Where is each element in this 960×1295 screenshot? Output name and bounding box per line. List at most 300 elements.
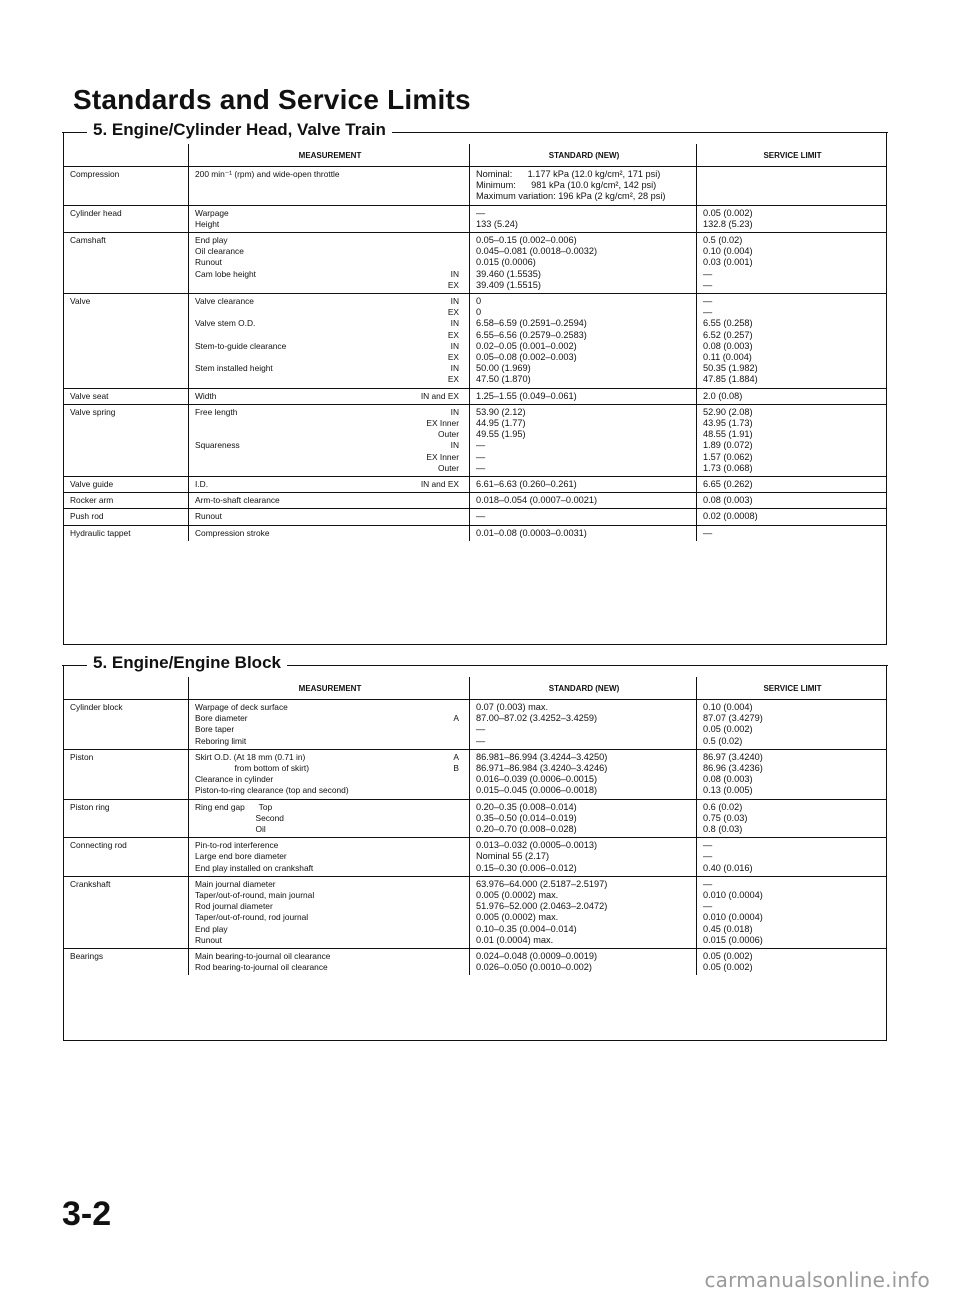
- measurement-label: I.D.: [195, 479, 209, 490]
- measurement-qualifier: Outer: [438, 429, 459, 440]
- standard-cell: [470, 700, 697, 750]
- table-row: [64, 205, 886, 232]
- standard-cell: [470, 509, 697, 525]
- service-limit-cell: [697, 167, 887, 206]
- measurement-cell: [189, 700, 470, 750]
- measurement-line: [195, 495, 465, 506]
- table-row: [64, 233, 886, 294]
- service-limit-value: 1.57 (0.062): [703, 451, 753, 462]
- measurement-line: [195, 962, 465, 973]
- measurement-label: Width: [195, 390, 217, 401]
- standard-value: 0.01–0.08 (0.0003–0.0031): [476, 527, 587, 538]
- measurement-qualifier: [459, 851, 465, 862]
- service-limit-value: —: [703, 840, 713, 851]
- measurement-cell: [189, 493, 470, 509]
- measurement-label: 200 min⁻¹ (rpm) and wide-open throttle: [195, 169, 340, 179]
- standard-cell: [470, 876, 697, 948]
- standard-value: 0.018–0.054 (0.0007–0.0021): [476, 495, 598, 506]
- measurement-qualifier: EX Inner: [426, 418, 459, 429]
- standard-value: 50.00 (1.969): [476, 363, 531, 374]
- service-limit-value: 0.45 (0.018): [703, 923, 753, 934]
- header-standard: STANDARD (NEW): [470, 144, 697, 167]
- measurement-qualifier: IN: [450, 296, 459, 307]
- service-limit-value: 0.05 (0.002): [703, 951, 753, 962]
- measurement-qualifier: EX: [447, 329, 459, 340]
- standard-value: 51.976–52.000 (2.0463–2.0472): [476, 901, 608, 912]
- item-name: Bearings: [64, 949, 189, 976]
- measurement-label: End play installed on crankshaft: [195, 862, 314, 873]
- service-limit-value: 50.35 (1.982): [703, 363, 758, 374]
- measurement-cell: [189, 876, 470, 948]
- cylinder-head-spec-table: [64, 144, 886, 541]
- standard-value: 0.005 (0.0002) max.: [476, 912, 559, 923]
- standard-value: 0.05–0.15 (0.002–0.006): [476, 235, 577, 246]
- measurement-line: [195, 890, 465, 901]
- service-limit-value: 0.5 (0.02): [703, 235, 743, 246]
- service-limit-cell: [697, 388, 887, 404]
- measurement-qualifier: IN: [450, 340, 459, 351]
- standard-value: 0.20–0.70 (0.008–0.028): [476, 824, 577, 835]
- measurement-line: [195, 257, 465, 268]
- measurement-label: Arm-to-shaft clearance: [195, 495, 280, 506]
- service-limit-value: 0.015 (0.0006): [703, 934, 763, 945]
- service-limit-value: 2.0 (0.08): [703, 390, 743, 401]
- service-limit-value: 87.07 (3.4279): [703, 713, 763, 724]
- measurement-line: [195, 463, 465, 474]
- item-name: Cylinder block: [64, 700, 189, 750]
- standard-cell: [470, 205, 697, 232]
- standard-value: 39.460 (1.5535): [476, 268, 541, 279]
- standard-value: —: [476, 207, 486, 218]
- table-row: [64, 388, 886, 404]
- measurement-label: Reboring limit: [195, 735, 247, 746]
- measurement-qualifier: [459, 813, 465, 824]
- measurement-label: Pin-to-rod interference: [195, 840, 279, 851]
- service-limit-value: 6.52 (0.257): [703, 329, 753, 340]
- measurement-qualifier: A: [453, 751, 459, 762]
- standard-cell: [470, 949, 697, 976]
- service-limit-value: 0.08 (0.003): [703, 495, 753, 506]
- measurement-line: [195, 374, 465, 385]
- service-limit-cell: [697, 949, 887, 976]
- measurement-label: Stem-to-guide clearance: [195, 340, 287, 351]
- standard-value: 63.976–64.000 (2.5187–2.5197): [476, 878, 608, 889]
- item-name: Crankshaft: [64, 876, 189, 948]
- engine-block-spec-table: [64, 677, 886, 975]
- standard-value: Maximum variation: 196 kPa (2 kg/cm², 28 psi): [476, 191, 666, 202]
- measurement-line: [195, 824, 465, 835]
- measurement-line: [195, 391, 465, 402]
- service-limit-cell: [697, 233, 887, 294]
- measurement-label: Large end bore diameter: [195, 851, 287, 862]
- measurement-line: [195, 763, 465, 774]
- service-limit-value: 1.89 (0.072): [703, 440, 753, 451]
- standard-value: 0.05–0.08 (0.002–0.003): [476, 352, 577, 363]
- standard-value: —: [476, 440, 486, 451]
- measurement-label: Runout: [195, 511, 223, 522]
- measurement-line: [195, 951, 465, 962]
- measurement-label: Oil: [195, 824, 266, 835]
- standard-value: 0.013–0.032 (0.0005–0.0013): [476, 840, 598, 851]
- measurement-qualifier: IN and EX: [420, 479, 459, 490]
- measurement-line: [195, 785, 465, 796]
- measurement-line: [195, 813, 465, 824]
- service-limit-value: 0.05 (0.002): [703, 207, 753, 218]
- measurement-qualifier: [459, 824, 465, 835]
- standard-cell: [470, 838, 697, 877]
- standard-value: Nominal 55 (2.17): [476, 851, 550, 862]
- measurement-qualifier: A: [453, 713, 459, 724]
- standard-value: 87.00–87.02 (3.4252–3.4259): [476, 713, 598, 724]
- service-limit-value: 0.03 (0.001): [703, 257, 753, 268]
- service-limit-cell: [697, 749, 887, 799]
- measurement-line: [195, 280, 465, 291]
- cylinder-head-section: [63, 120, 887, 645]
- measurement-label: Oil clearance: [195, 246, 244, 257]
- item-name: Valve spring: [64, 404, 189, 476]
- measurement-qualifier: [459, 724, 465, 735]
- standard-value: 0.02–0.05 (0.001–0.002): [476, 340, 577, 351]
- service-limit-cell: [697, 799, 887, 838]
- measurement-line: [195, 802, 465, 813]
- header-item: [64, 677, 189, 700]
- service-limit-value: 0.05 (0.002): [703, 962, 753, 973]
- measurement-label: Skirt O.D. (At 18 mm (0.71 in): [195, 751, 306, 762]
- measurement-qualifier: [459, 802, 465, 813]
- table-row: [64, 525, 886, 541]
- measurement-label: Cam lobe height: [195, 268, 256, 279]
- measurement-qualifier: [459, 774, 465, 785]
- measurement-line: [195, 935, 465, 946]
- service-limit-value: —: [703, 268, 713, 279]
- item-name: Piston: [64, 749, 189, 799]
- table-row: [64, 294, 886, 389]
- standard-value: 1.25–1.55 (0.049–0.061): [476, 390, 577, 401]
- standard-value: 0.045–0.081 (0.0018–0.0032): [476, 246, 598, 257]
- item-name: Push rod: [64, 509, 189, 525]
- measurement-cell: [189, 205, 470, 232]
- measurement-label: Rod journal diameter: [195, 901, 273, 912]
- measurement-label: Rod bearing-to-journal oil clearance: [195, 962, 328, 973]
- table-row: [64, 167, 886, 206]
- header-standard: STANDARD (NEW): [470, 677, 697, 700]
- measurement-label: Warpage of deck surface: [195, 702, 288, 712]
- measurement-qualifier: [459, 901, 465, 912]
- table-row: [64, 509, 886, 525]
- standard-value: 0.07 (0.003) max.: [476, 702, 549, 712]
- service-limit-value: —: [703, 527, 713, 538]
- service-limit-value: 0.13 (0.005): [703, 785, 753, 796]
- measurement-label: Bore taper: [195, 724, 235, 735]
- measurement-label: Piston-to-ring clearance (top and second): [195, 785, 349, 796]
- header-measurement: MEASUREMENT: [189, 144, 470, 167]
- measurement-qualifier: [459, 912, 465, 923]
- measurement-qualifier: [459, 208, 465, 219]
- measurement-qualifier: [459, 935, 465, 946]
- standard-cell: [470, 749, 697, 799]
- measurement-line: [195, 191, 465, 202]
- service-limit-value: 0.010 (0.0004): [703, 912, 763, 923]
- measurement-label: Clearance in cylinder: [195, 774, 274, 785]
- item-name: Hydraulic tappet: [64, 525, 189, 541]
- measurement-line: [195, 924, 465, 935]
- measurement-line: [195, 511, 465, 522]
- service-limit-value: 0.40 (0.016): [703, 862, 753, 873]
- measurement-cell: [189, 509, 470, 525]
- service-limit-value: 0.08 (0.003): [703, 340, 753, 351]
- measurement-line: [195, 235, 465, 246]
- measurement-line: [195, 452, 465, 463]
- measurement-label: End play: [195, 235, 228, 246]
- standard-value: 0.15–0.30 (0.006–0.012): [476, 862, 577, 873]
- service-limit-value: 0.02 (0.0008): [703, 511, 758, 522]
- standard-value: 0: [476, 307, 482, 318]
- standard-value: —: [476, 451, 486, 462]
- standard-value: —: [476, 724, 486, 735]
- service-limit-value: 0.05 (0.002): [703, 724, 753, 735]
- measurement-line: [195, 246, 465, 257]
- measurement-label: Runout: [195, 257, 223, 268]
- table-row: [64, 876, 886, 948]
- measurement-qualifier: [459, 246, 465, 257]
- service-limit-value: 0.08 (0.003): [703, 774, 753, 785]
- table-row: [64, 799, 886, 838]
- section-title: 5. Engine/Engine Block: [87, 653, 287, 673]
- service-limit-value: —: [703, 901, 713, 912]
- measurement-line: [195, 219, 465, 230]
- measurement-cell: [189, 404, 470, 476]
- standard-cell: [470, 799, 697, 838]
- item-name: Camshaft: [64, 233, 189, 294]
- measurement-qualifier: [459, 951, 465, 962]
- measurement-cell: [189, 799, 470, 838]
- service-limit-value: 0.5 (0.02): [703, 735, 743, 746]
- measurement-label: Free length: [195, 406, 238, 417]
- service-limit-cell: [697, 294, 887, 389]
- measurement-label: Ring end gap Top: [195, 801, 273, 812]
- measurement-line: [195, 752, 465, 763]
- standard-cell: [470, 388, 697, 404]
- item-name: Cylinder head: [64, 205, 189, 232]
- measurement-cell: [189, 749, 470, 799]
- service-limit-value: 86.96 (3.4236): [703, 763, 763, 774]
- standard-value: Nominal: 1.177 kPa (12.0 kg/cm², 171 psi): [476, 169, 661, 179]
- standard-value: 44.95 (1.77): [476, 418, 526, 429]
- measurement-qualifier: [459, 528, 465, 539]
- measurement-line: [195, 863, 465, 874]
- standard-value: 0.015–0.045 (0.0006–0.0018): [476, 785, 598, 796]
- measurement-qualifier: IN: [450, 318, 459, 329]
- service-limit-value: 43.95 (1.73): [703, 418, 753, 429]
- measurement-line: [195, 296, 465, 307]
- measurement-line: [195, 341, 465, 352]
- measurement-qualifier: [459, 879, 465, 890]
- measurement-line: [195, 180, 465, 191]
- measurement-line: [195, 407, 465, 418]
- measurement-label: Bore diameter: [195, 713, 248, 724]
- table-row: [64, 838, 886, 877]
- measurement-qualifier: EX: [447, 352, 459, 363]
- measurement-label: Warpage: [195, 207, 229, 218]
- measurement-qualifier: IN: [450, 440, 459, 451]
- measurement-line: [195, 440, 465, 451]
- standard-cell: [470, 493, 697, 509]
- standard-value: 86.981–86.994 (3.4244–3.4250): [476, 751, 608, 762]
- measurement-cell: [189, 477, 470, 493]
- measurement-line: [195, 330, 465, 341]
- measurement-label: Second: [195, 812, 284, 823]
- item-name: Compression: [64, 167, 189, 206]
- service-limit-cell: [697, 700, 887, 750]
- measurement-qualifier: B: [453, 763, 459, 774]
- standard-value: 0.015 (0.0006): [476, 257, 536, 268]
- standard-value: —: [476, 462, 486, 473]
- item-name: Rocker arm: [64, 493, 189, 509]
- measurement-line: [195, 208, 465, 219]
- item-name: Valve seat: [64, 388, 189, 404]
- standard-cell: [470, 404, 697, 476]
- measurement-qualifier: IN: [450, 268, 459, 279]
- service-limit-value: —: [703, 279, 713, 290]
- measurement-line: [195, 307, 465, 318]
- engine-block-section: [63, 653, 887, 1041]
- service-limit-cell: [697, 525, 887, 541]
- standard-value: 0.20–0.35 (0.008–0.014): [476, 801, 577, 812]
- measurement-line: [195, 363, 465, 374]
- measurement-line: [195, 851, 465, 862]
- standard-value: 0.01 (0.0004) max.: [476, 934, 554, 945]
- measurement-label: Compression stroke: [195, 527, 270, 538]
- standard-value: 6.55–6.56 (0.2579–0.2583): [476, 329, 587, 340]
- service-limit-value: —: [703, 296, 713, 307]
- table-row: [64, 949, 886, 976]
- measurement-label: Taper/out-of-round, rod journal: [195, 912, 309, 923]
- service-limit-cell: [697, 205, 887, 232]
- item-name: Valve guide: [64, 477, 189, 493]
- service-limit-value: —: [703, 878, 713, 889]
- measurement-line: [195, 879, 465, 890]
- measurement-qualifier: [459, 702, 465, 713]
- service-limit-value: 0.8 (0.03): [703, 824, 743, 835]
- service-limit-value: 0.75 (0.03): [703, 812, 748, 823]
- standard-value: 53.90 (2.12): [476, 406, 526, 417]
- measurement-qualifier: IN and EX: [420, 390, 459, 401]
- header-measurement: MEASUREMENT: [189, 677, 470, 700]
- measurement-qualifier: [459, 924, 465, 935]
- standard-value: 49.55 (1.95): [476, 429, 526, 440]
- standard-cell: [470, 233, 697, 294]
- standard-value: 86.971–86.984 (3.4240–3.4246): [476, 763, 608, 774]
- measurement-label: Squareness: [195, 440, 240, 451]
- service-limit-cell: [697, 404, 887, 476]
- service-limit-value: 6.55 (0.258): [703, 318, 753, 329]
- measurement-line: [195, 702, 465, 713]
- header-service-limit: SERVICE LIMIT: [763, 151, 822, 160]
- standard-value: 0.10–0.35 (0.004–0.014): [476, 923, 577, 934]
- standard-value: 0.024–0.048 (0.0009–0.0019): [476, 951, 598, 962]
- measurement-qualifier: IN: [450, 363, 459, 374]
- measurement-qualifier: [459, 219, 465, 230]
- measurement-qualifier: [459, 840, 465, 851]
- standard-value: 0.016–0.039 (0.0006–0.0015): [476, 774, 598, 785]
- header-item: [64, 144, 189, 167]
- measurement-qualifier: EX: [447, 279, 459, 290]
- measurement-line: [195, 318, 465, 329]
- measurement-line: [195, 901, 465, 912]
- measurement-qualifier: [459, 962, 465, 973]
- standard-value: Minimum: 981 kPa (10.0 kg/cm², 142 psi): [476, 180, 657, 191]
- service-limit-value: 0.010 (0.0004): [703, 890, 763, 901]
- service-limit-value: 52.90 (2.08): [703, 406, 753, 417]
- measurement-label: Valve stem O.D.: [195, 318, 256, 329]
- measurement-qualifier: [459, 736, 465, 747]
- standard-cell: [470, 167, 697, 206]
- measurement-qualifier: [459, 511, 465, 522]
- standard-value: —: [476, 511, 486, 522]
- measurement-label: End play: [195, 923, 228, 934]
- service-limit-cell: [697, 876, 887, 948]
- page-title: Standards and Service Limits: [73, 84, 471, 115]
- standard-cell: [470, 525, 697, 541]
- measurement-qualifier: IN: [450, 406, 459, 417]
- watermark: carmanualsonline.info: [704, 1268, 930, 1292]
- service-limit-value: 0.10 (0.004): [703, 246, 753, 257]
- measurement-qualifier: [459, 785, 465, 796]
- standard-value: 0.35–0.50 (0.014–0.019): [476, 812, 577, 823]
- service-limit-cell: [697, 477, 887, 493]
- measurement-label: Stem installed height: [195, 363, 273, 374]
- standard-value: 6.58–6.59 (0.2591–0.2594): [476, 318, 587, 329]
- measurement-label: Valve clearance: [195, 296, 254, 307]
- measurement-line: [195, 912, 465, 923]
- item-name: Connecting rod: [64, 838, 189, 877]
- service-limit-value: 1.73 (0.068): [703, 462, 753, 473]
- measurement-qualifier: EX: [447, 374, 459, 385]
- measurement-qualifier: Outer: [438, 462, 459, 473]
- standard-cell: [470, 294, 697, 389]
- standard-value: 0: [476, 296, 482, 307]
- measurement-qualifier: [459, 863, 465, 874]
- service-limit-value: —: [703, 307, 713, 318]
- measurement-label: Main bearing-to-journal oil clearance: [195, 951, 331, 962]
- measurement-line: [195, 724, 465, 735]
- standard-cell: [470, 477, 697, 493]
- service-limit-cell: [697, 493, 887, 509]
- measurement-qualifier: [459, 235, 465, 246]
- measurement-line: [195, 269, 465, 280]
- standard-value: 6.61–6.63 (0.260–0.261): [476, 479, 577, 490]
- measurement-qualifier: [459, 257, 465, 268]
- service-limit-value: 132.8 (5.23): [703, 218, 753, 229]
- service-limit-value: 0.6 (0.02): [703, 801, 743, 812]
- service-limit-value: [703, 191, 882, 202]
- service-limit-value: 0.11 (0.004): [703, 352, 752, 363]
- measurement-qualifier: [459, 169, 465, 180]
- measurement-line: [195, 352, 465, 363]
- service-limit-value: [703, 169, 882, 180]
- header-service-limit: SERVICE LIMIT: [763, 684, 822, 693]
- table-row: [64, 700, 886, 750]
- measurement-cell: [189, 167, 470, 206]
- service-limit-value: 48.55 (1.91): [703, 429, 753, 440]
- measurement-cell: [189, 949, 470, 976]
- service-limit-value: 6.65 (0.262): [703, 479, 753, 490]
- measurement-line: [195, 774, 465, 785]
- item-name: Valve: [64, 294, 189, 389]
- measurement-label: Runout: [195, 934, 223, 945]
- standard-value: 0.005 (0.0002) max.: [476, 890, 559, 901]
- measurement-label: from bottom of skirt): [195, 763, 310, 774]
